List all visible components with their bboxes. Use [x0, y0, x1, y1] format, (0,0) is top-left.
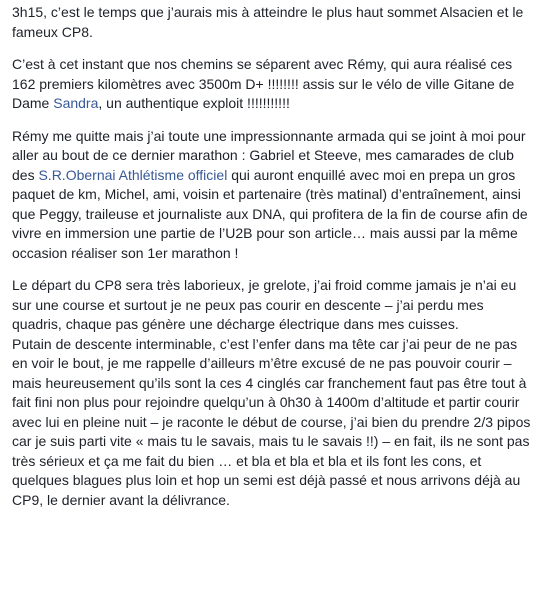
club-page-link[interactable]: S.R.Obernai Athlétisme officiel	[38, 166, 228, 183]
paragraph-2-end: , un authentique exploit !!!!!!!!!!!	[98, 95, 290, 111]
paragraph-5: Putain de descente interminable, c’est l’enfer dans ma tête car j’ai peur de ne pas en voir le bout, je me rappelle d’ailleurs m’être excusé de ne pas pouvoir courir – mais heureusement qu’ils sont la ces 4 cinglés car franchement faut pas être tout à fait fini non plus pour rejoindre quelqu’un à 0h30 à 1400m d’altitude et partir courir avec lui en pleine nuit – je raconte le début de course, j’ai bien du prendre 2/3 pipos car je suis parti vite « mais tu le savais, mais tu le savais !!) – en fait, ils ne sont pas très sérieux et ça me fait du bien … et bla et bla et bla et ils font les cons, et quelques blagues plus loin et hop un semi est déjà passé et nous arrivons déjà au CP9, le dernier avant la délivrance.	[12, 335, 531, 508]
sandra-profile-link[interactable]: Sandra	[53, 95, 99, 111]
paragraph-3-end: qui auront enquillé avec moi en prepa un gros paquet de km, Michel, ami, voisin et partenaire (très matinal) d’entraînement, ainsi que Peggy, traileuse et journaliste aux DNA, qui profitera de la fin de course afin de vivre en immersion une partie de l’U2B pour son article… mais aussi par la même occasion réaliser son 1er marathon !	[12, 166, 528, 261]
paragraph-4: Le départ du CP8 sera très laborieux, je grelote, j’ai froid comme jamais je n’ai eu sur une course et surtout je ne peux pas courir en descente – j’ai perdu mes quadris, chaque pas génère une décharge électrique dans mes cuisses.	[12, 277, 517, 332]
paragraph-2-text: C’est à cet instant que nos chemins se séparent avec Rémy, qui aura réalisé ces 162 premiers kilomètres avec 3500m D+ !!!!!!!! assis sur le vélo de ville Gitane de Dame	[12, 56, 515, 111]
paragraph-2	[12, 55, 534, 114]
paragraph-1: 3h15, c’est le temps que j’aurais mis à atteindre le plus haut sommet Alsacien et le fameux CP8.	[12, 4, 524, 40]
paragraph-3	[12, 127, 534, 264]
paragraph-3-text: Rémy me quitte mais j’ai toute une impressionnante armada qui se joint à moi pour aller au bout de ce dernier marathon : Gabriel et Steeve, mes camarades de club des	[12, 127, 526, 183]
